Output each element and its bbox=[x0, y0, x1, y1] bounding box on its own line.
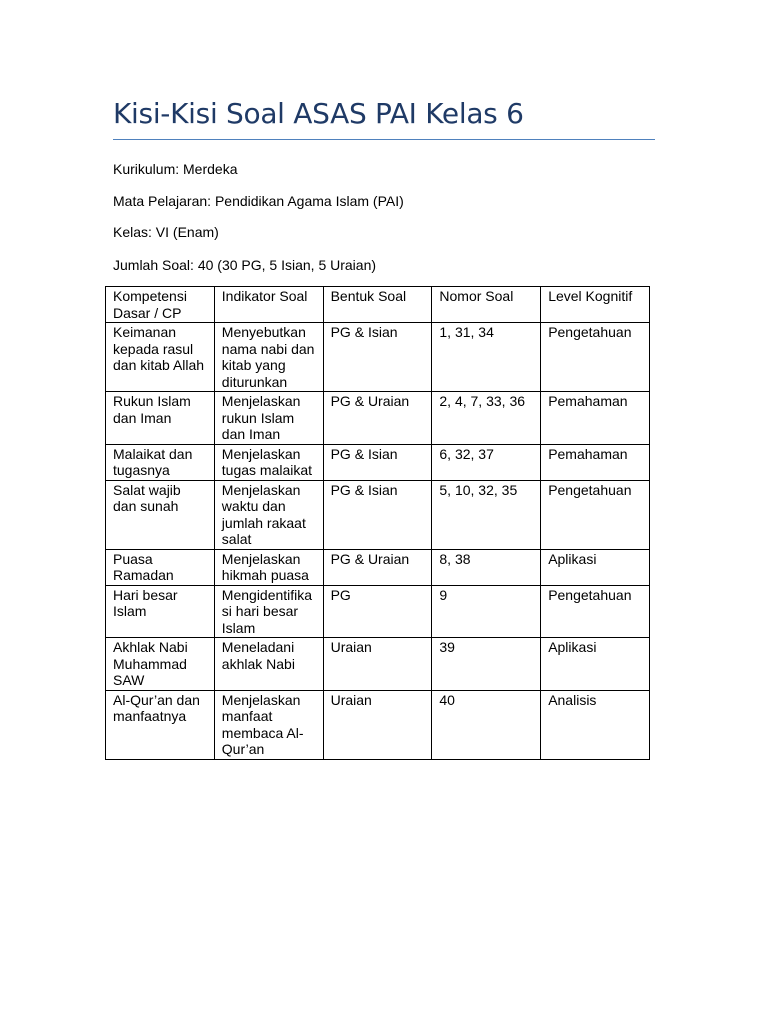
cell-indikator: Menjelaskan hikmah puasa bbox=[214, 549, 323, 585]
cell-kompetensi: Akhlak Nabi Muhammad SAW bbox=[106, 638, 215, 691]
header-bentuk: Bentuk Soal bbox=[323, 287, 432, 323]
table-row bbox=[106, 323, 650, 392]
header-indikator: Indikator Soal bbox=[214, 287, 323, 323]
cell-indikator: Meneladani akhlak Nabi bbox=[214, 638, 323, 691]
jumlah-soal-line: Jumlah Soal: 40 (30 PG, 5 Isian, 5 Uraian) bbox=[113, 257, 377, 273]
cell-kompetensi: Al-Qur’an dan manfaatnya bbox=[106, 690, 215, 759]
header-nomor: Nomor Soal bbox=[432, 287, 541, 323]
cell-bentuk: PG & Isian bbox=[323, 480, 432, 549]
cell-level: Aplikasi bbox=[541, 638, 650, 691]
cell-bentuk: PG & Uraian bbox=[323, 392, 432, 445]
cell-nomor: 8, 38 bbox=[432, 549, 541, 585]
kelas-line: Kelas: VI (Enam) bbox=[113, 224, 219, 240]
cell-nomor: 6, 32, 37 bbox=[432, 444, 541, 480]
table-row bbox=[106, 690, 650, 759]
cell-level: Pengetahuan bbox=[541, 480, 650, 549]
cell-indikator: Mengidentifikasi hari besar Islam bbox=[214, 585, 323, 638]
cell-level: Pemahaman bbox=[541, 392, 650, 445]
page-title: Kisi-Kisi Soal ASAS PAI Kelas 6 bbox=[113, 97, 524, 130]
table-row bbox=[106, 392, 650, 445]
cell-indikator: Menjelaskan tugas malaikat bbox=[214, 444, 323, 480]
cell-level: Pengetahuan bbox=[541, 323, 650, 392]
table-row bbox=[106, 549, 650, 585]
title-underline-divider bbox=[113, 139, 655, 140]
cell-nomor: 1, 31, 34 bbox=[432, 323, 541, 392]
table-row bbox=[106, 480, 650, 549]
cell-indikator: Menjelaskan waktu dan jumlah rakaat salat bbox=[214, 480, 323, 549]
cell-kompetensi: Rukun Islam dan Iman bbox=[106, 392, 215, 445]
cell-bentuk: Uraian bbox=[323, 638, 432, 691]
cell-level: Analisis bbox=[541, 690, 650, 759]
cell-kompetensi: Salat wajib dan sunah bbox=[106, 480, 215, 549]
cell-kompetensi: Malaikat dan tugasnya bbox=[106, 444, 215, 480]
mata-pelajaran-line: Mata Pelajaran: Pendidikan Agama Islam (PAI) bbox=[113, 193, 404, 209]
table-header-row bbox=[106, 287, 650, 323]
cell-nomor: 9 bbox=[432, 585, 541, 638]
cell-indikator: Menjelaskan manfaat membaca Al-Qur’an bbox=[214, 690, 323, 759]
cell-nomor: 2, 4, 7, 33, 36 bbox=[432, 392, 541, 445]
cell-level: Aplikasi bbox=[541, 549, 650, 585]
cell-kompetensi: Keimanan kepada rasul dan kitab Allah bbox=[106, 323, 215, 392]
kurikulum-line: Kurikulum: Merdeka bbox=[113, 161, 238, 177]
cell-bentuk: Uraian bbox=[323, 690, 432, 759]
cell-nomor: 39 bbox=[432, 638, 541, 691]
cell-bentuk: PG & Isian bbox=[323, 323, 432, 392]
table-row bbox=[106, 585, 650, 638]
cell-indikator: Menyebutkan nama nabi dan kitab yang diturunkan bbox=[214, 323, 323, 392]
table-row bbox=[106, 638, 650, 691]
kisi-kisi-table bbox=[105, 286, 650, 760]
cell-nomor: 40 bbox=[432, 690, 541, 759]
cell-bentuk: PG & Uraian bbox=[323, 549, 432, 585]
table-row bbox=[106, 444, 650, 480]
cell-level: Pemahaman bbox=[541, 444, 650, 480]
cell-level: Pengetahuan bbox=[541, 585, 650, 638]
cell-bentuk: PG bbox=[323, 585, 432, 638]
cell-indikator: Menjelaskan rukun Islam dan Iman bbox=[214, 392, 323, 445]
header-level: Level Kognitif bbox=[541, 287, 650, 323]
cell-bentuk: PG & Isian bbox=[323, 444, 432, 480]
cell-nomor: 5, 10, 32, 35 bbox=[432, 480, 541, 549]
cell-kompetensi: Hari besar Islam bbox=[106, 585, 215, 638]
header-kompetensi: Kompetensi Dasar / CP bbox=[106, 287, 215, 323]
cell-kompetensi: Puasa Ramadan bbox=[106, 549, 215, 585]
